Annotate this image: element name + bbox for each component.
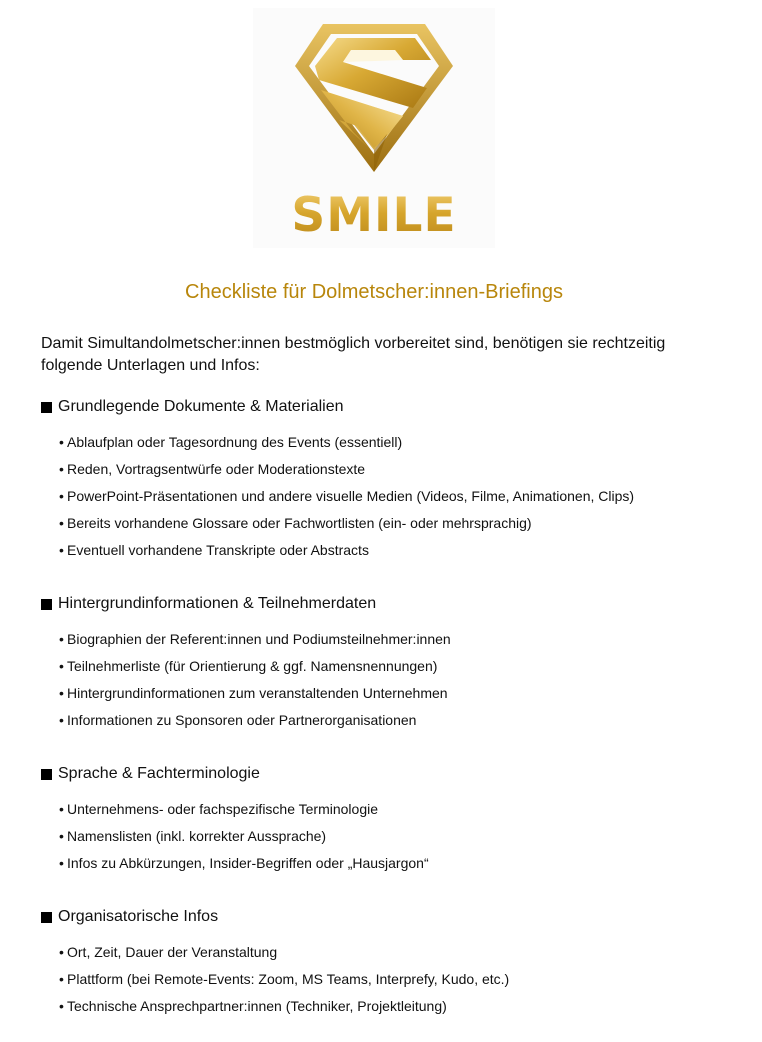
list-item-text: Informationen zu Sponsoren oder Partnerorganisationen (67, 711, 417, 728)
checklist (41, 938, 731, 1019)
list-item (41, 706, 731, 733)
checklist (41, 428, 731, 563)
bullet-icon: • (59, 684, 64, 701)
list-item (41, 536, 731, 563)
list-item (41, 822, 731, 849)
list-item-text: Biographien der Referent:innen und Podiumsteilnehmer:innen (67, 630, 451, 647)
section-grundlegende-dokumente (41, 396, 731, 563)
section-heading (41, 593, 731, 615)
list-item-text: Plattform (bei Remote-Events: Zoom, MS Teams, Interprefy, Kudo, etc.) (67, 970, 510, 987)
list-item-text: Unternehmens- oder fachspezifische Terminologie (67, 800, 379, 817)
list-item-text: Reden, Vortragsentwürfe oder Moderationstexte (67, 460, 366, 477)
section-heading (41, 763, 731, 785)
document-title: Checkliste für Dolmetscher:innen-Briefings (185, 281, 563, 303)
list-item (41, 938, 731, 965)
bullet-icon: • (59, 460, 64, 477)
smile-logo (253, 8, 495, 248)
bullet-icon: • (59, 970, 64, 987)
section-heading-text: Organisatorische Infos (58, 908, 219, 925)
section-heading (41, 906, 731, 928)
section-heading-text: Hintergrundinformationen & Teilnehmerdaten (58, 595, 377, 612)
bullet-icon: • (59, 487, 64, 504)
list-item (41, 849, 731, 876)
section-heading-text: Grundlegende Dokumente & Materialien (58, 398, 344, 415)
bullet-icon: • (59, 657, 64, 674)
square-bullet-icon (41, 599, 52, 610)
list-item (41, 992, 731, 1019)
section-hintergrundinformationen (41, 593, 731, 733)
bullet-icon: • (59, 800, 64, 817)
list-item-text: Infos zu Abkürzungen, Insider-Begriffen oder „Hausjargon“ (67, 854, 429, 871)
bullet-icon: • (59, 433, 64, 450)
list-item-text: Bereits vorhandene Glossare oder Fachwortlisten (ein- oder mehrsprachig) (67, 514, 532, 531)
square-bullet-icon (41, 912, 52, 923)
list-item (41, 965, 731, 992)
bullet-icon: • (59, 514, 64, 531)
bullet-icon: • (59, 997, 64, 1014)
list-item (41, 482, 731, 509)
bullet-icon: • (59, 943, 64, 960)
list-item (41, 455, 731, 482)
list-item-text: Eventuell vorhandene Transkripte oder Abstracts (67, 541, 369, 558)
logo-wordmark: SMILE (253, 186, 495, 246)
list-item-text: Ablaufplan oder Tagesordnung des Events (essentiell) (67, 433, 403, 450)
square-bullet-icon (41, 402, 52, 413)
list-item (41, 652, 731, 679)
list-item (41, 428, 731, 455)
list-item-text: Ort, Zeit, Dauer der Veranstaltung (67, 943, 278, 960)
list-item-text: Hintergrundinformationen zum veranstaltenden Unternehmen (67, 684, 448, 701)
bullet-icon: • (59, 827, 64, 844)
section-organisatorische-infos (41, 906, 731, 1019)
bullet-icon: • (59, 630, 64, 647)
intro-paragraph: Damit Simultandolmetscher:innen bestmöglich vorbereitet sind, benötigen sie rechtzeitig folgende Unterlagen und Infos: (41, 335, 666, 374)
list-item-text: Technische Ansprechpartner:innen (Techniker, Projektleitung) (67, 997, 447, 1014)
list-item (41, 679, 731, 706)
list-item (41, 795, 731, 822)
bullet-icon: • (59, 541, 64, 558)
checklist (41, 625, 731, 733)
list-item-text: Namenslisten (inkl. korrekter Aussprache) (67, 827, 327, 844)
list-item-text: Teilnehmerliste (für Orientierung & ggf. Namensnennungen) (67, 657, 438, 674)
section-heading (41, 396, 731, 418)
bullet-icon: • (59, 854, 64, 871)
list-item (41, 509, 731, 536)
list-item-text: PowerPoint-Präsentationen und andere visuelle Medien (Videos, Filme, Animationen, Clips) (67, 487, 635, 504)
section-sprache-fachterminologie (41, 763, 731, 876)
square-bullet-icon (41, 769, 52, 780)
section-heading-text: Sprache & Fachterminologie (58, 765, 260, 782)
bullet-icon: • (59, 711, 64, 728)
list-item (41, 625, 731, 652)
checklist (41, 795, 731, 876)
